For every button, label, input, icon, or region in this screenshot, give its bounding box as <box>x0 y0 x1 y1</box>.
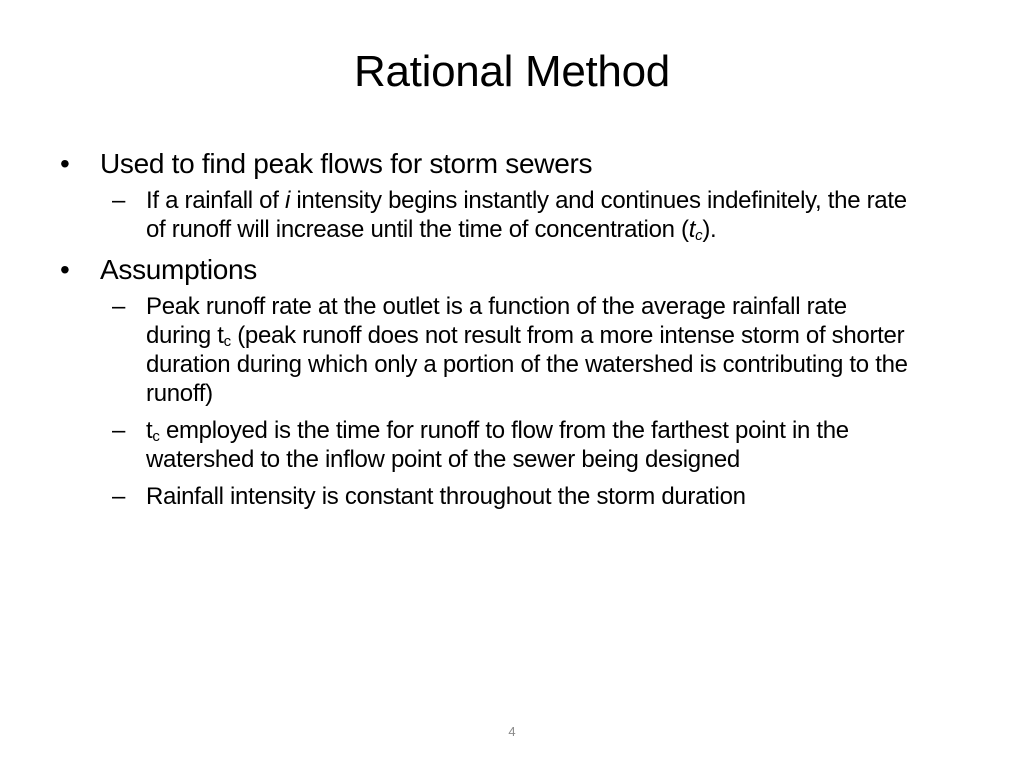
bullet-text: Used to find peak flows for storm sewers <box>100 148 593 179</box>
sub-item-rainfall-intensity <box>60 186 910 244</box>
sub-text-subscript-c: c <box>152 428 160 445</box>
bullet-marker: • <box>60 148 70 179</box>
dash-marker: – <box>112 417 126 444</box>
sub-text-subscript-c: c <box>223 333 231 350</box>
dash-marker: – <box>112 187 126 214</box>
bullet-item-peak-flows <box>60 146 910 182</box>
sub-item-peak-runoff-rate <box>60 292 910 408</box>
sub-text-italic-i: i <box>284 187 291 214</box>
sub-text-italic-t: t <box>688 216 696 243</box>
sub-item-tc-employed <box>60 416 910 474</box>
slide-title: Rational Method <box>354 47 670 96</box>
dash-marker: – <box>112 483 126 510</box>
sub-text-part: Rainfall intensity is constant throughout the storm duration <box>146 483 746 510</box>
sub-text-part: If a rainfall of <box>146 187 285 214</box>
sub-item-constant-intensity <box>60 482 910 511</box>
bullet-item-assumptions <box>60 252 910 288</box>
sub-text-part: (peak runoff does not result from a more intense storm of shorter duration during which only a portion of the watershed is contributing to the runoff) <box>146 322 908 407</box>
sub-text-subscript-c: c <box>695 227 703 244</box>
sub-text-part: intensity begins instantly and continues indefinitely, the rate of runoff will increase until the time of concentration ( <box>146 187 907 243</box>
page-number: 4 <box>508 724 516 739</box>
bullet-marker: • <box>60 254 70 285</box>
sub-text-part: employed is the time for runoff to flow from the farthest point in the watershed to the inflow point of the sewer being designed <box>146 417 849 473</box>
sub-text-part: t <box>146 417 153 444</box>
sub-text-part: Peak runoff rate at the outlet is a function of the average rainfall rate during t <box>146 293 847 349</box>
dash-marker: – <box>112 293 126 320</box>
sub-text-part: ). <box>702 216 717 243</box>
bullet-text: Assumptions <box>100 254 257 285</box>
slide-body <box>60 144 910 511</box>
